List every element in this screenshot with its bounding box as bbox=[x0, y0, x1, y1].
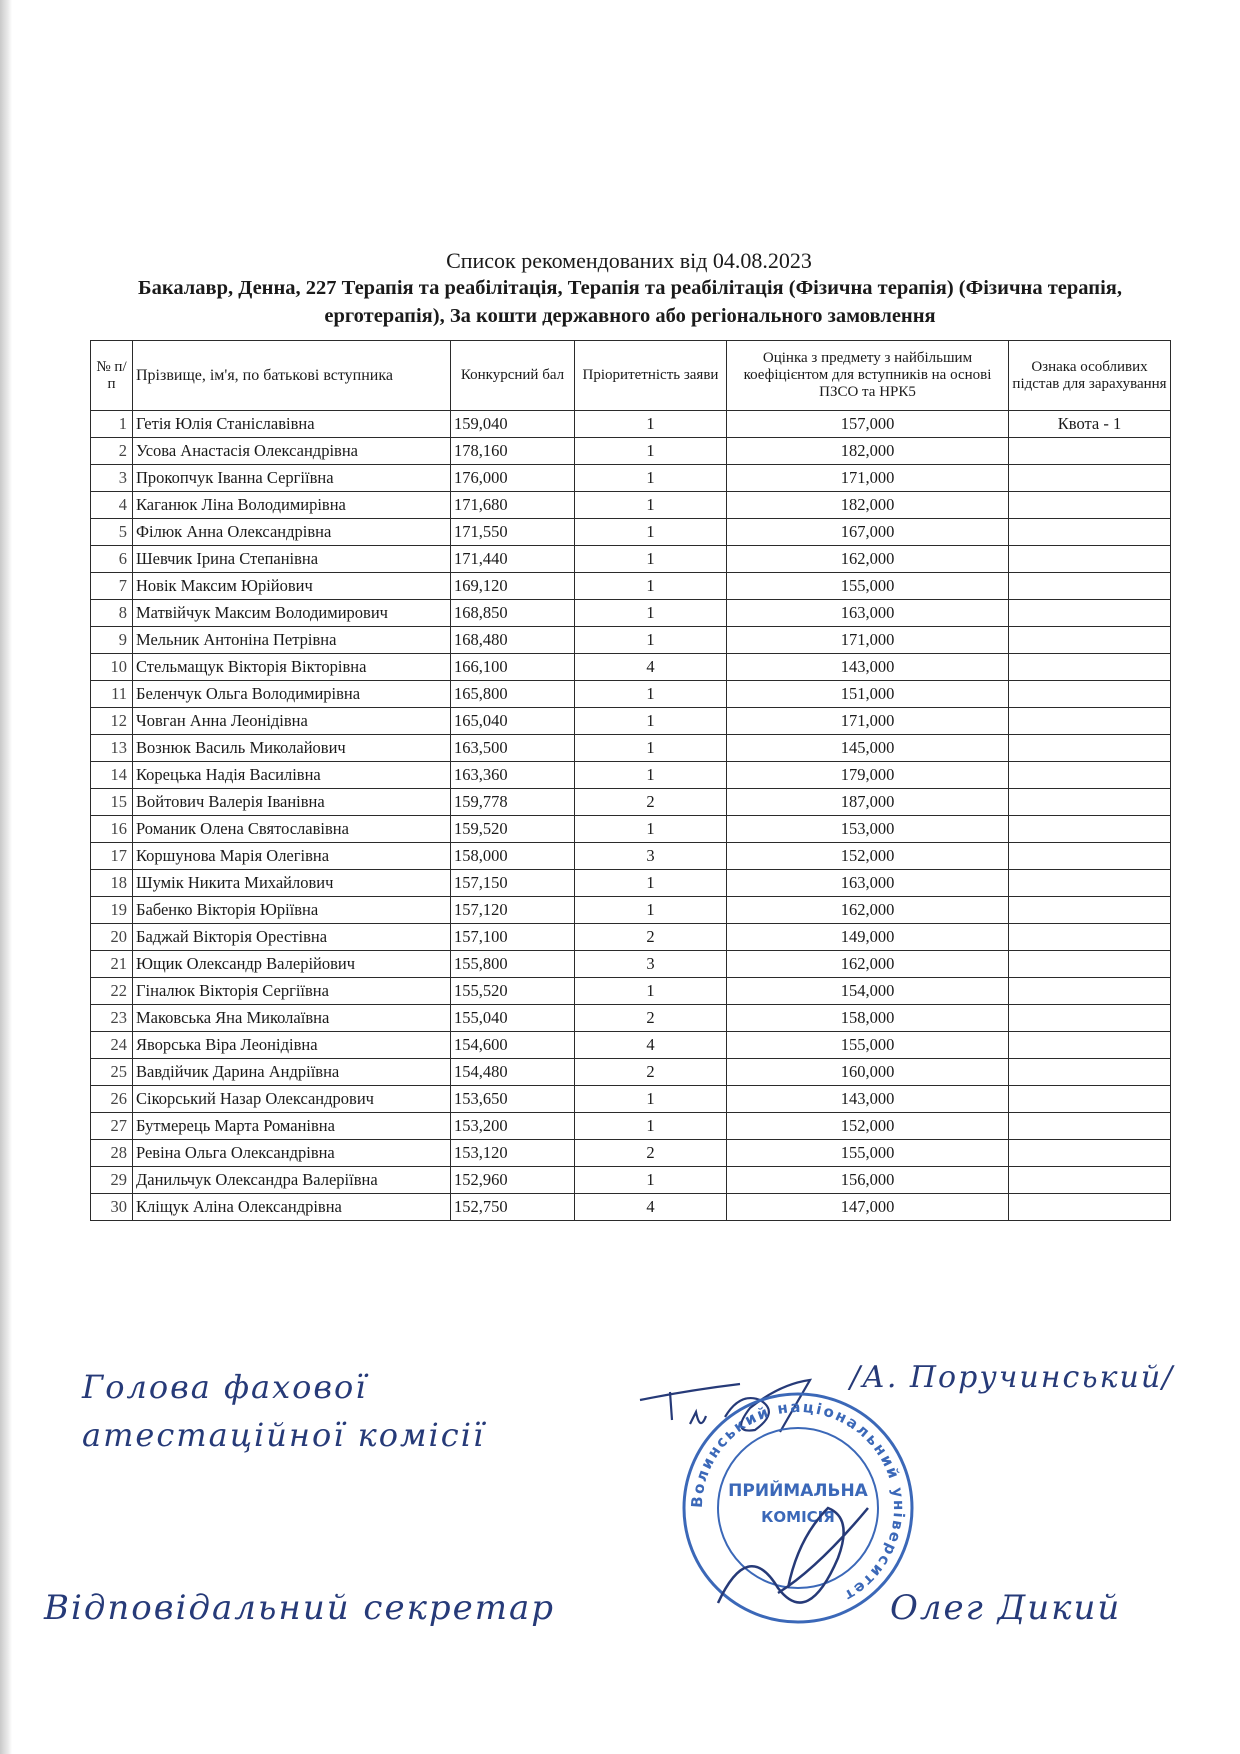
competitive-score: 154,600 bbox=[451, 1032, 575, 1059]
application-priority: 1 bbox=[575, 1086, 727, 1113]
applicant-name: Шевчик Ірина Степанівна bbox=[133, 546, 451, 573]
special-grounds bbox=[1009, 546, 1171, 573]
application-priority: 1 bbox=[575, 897, 727, 924]
table-row bbox=[91, 789, 1171, 816]
table-row bbox=[91, 438, 1171, 465]
special-grounds bbox=[1009, 951, 1171, 978]
special-grounds bbox=[1009, 627, 1171, 654]
row-number: 17 bbox=[91, 843, 133, 870]
row-number: 30 bbox=[91, 1194, 133, 1221]
applicant-name: Вознюк Василь Миколайович bbox=[133, 735, 451, 762]
competitive-score: 169,120 bbox=[451, 573, 575, 600]
table-row bbox=[91, 1086, 1171, 1113]
competitive-score: 158,000 bbox=[451, 843, 575, 870]
row-number: 27 bbox=[91, 1113, 133, 1140]
table-row bbox=[91, 519, 1171, 546]
secretary-signature-title: Відповідальний секретар bbox=[44, 1588, 556, 1628]
special-grounds bbox=[1009, 708, 1171, 735]
competitive-score: 155,040 bbox=[451, 1005, 575, 1032]
application-priority: 1 bbox=[575, 762, 727, 789]
applicant-name: Стельмащук Вікторія Вікторівна bbox=[133, 654, 451, 681]
header-special: Ознака особливих підстав для зарахування bbox=[1009, 341, 1171, 411]
subject-score: 182,000 bbox=[727, 492, 1009, 519]
competitive-score: 157,150 bbox=[451, 870, 575, 897]
special-grounds bbox=[1009, 1167, 1171, 1194]
row-number: 14 bbox=[91, 762, 133, 789]
svg-text:Волинський національний універ bbox=[688, 1398, 908, 1606]
subject-score: 162,000 bbox=[727, 546, 1009, 573]
table-row bbox=[91, 1167, 1171, 1194]
row-number: 2 bbox=[91, 438, 133, 465]
table-row bbox=[91, 1113, 1171, 1140]
subject-score: 155,000 bbox=[727, 573, 1009, 600]
subject-score: 149,000 bbox=[727, 924, 1009, 951]
application-priority: 1 bbox=[575, 816, 727, 843]
subject-score: 145,000 bbox=[727, 735, 1009, 762]
applicant-name: Каганюк Ліна Володимирівна bbox=[133, 492, 451, 519]
competitive-score: 176,000 bbox=[451, 465, 575, 492]
applicant-name: Новік Максим Юрійович bbox=[133, 573, 451, 600]
header-score: Конкурсний бал bbox=[451, 341, 575, 411]
special-grounds bbox=[1009, 1032, 1171, 1059]
special-grounds bbox=[1009, 1113, 1171, 1140]
secretary-signature-name: Олег Дикий bbox=[890, 1588, 1122, 1628]
application-priority: 1 bbox=[575, 1167, 727, 1194]
special-grounds bbox=[1009, 924, 1171, 951]
subject-score: 167,000 bbox=[727, 519, 1009, 546]
row-number: 26 bbox=[91, 1086, 133, 1113]
competitive-score: 163,500 bbox=[451, 735, 575, 762]
header-num: № п/п bbox=[91, 341, 133, 411]
application-priority: 4 bbox=[575, 654, 727, 681]
competitive-score: 165,800 bbox=[451, 681, 575, 708]
special-grounds bbox=[1009, 681, 1171, 708]
stamp-ring-text: Волинський національний університет bbox=[687, 1397, 909, 1606]
table-row bbox=[91, 951, 1171, 978]
applicant-name: Ющик Олександр Валерійович bbox=[133, 951, 451, 978]
row-number: 10 bbox=[91, 654, 133, 681]
row-number: 28 bbox=[91, 1140, 133, 1167]
applicant-name: Корецька Надія Василівна bbox=[133, 762, 451, 789]
subject-score: 155,000 bbox=[727, 1032, 1009, 1059]
stamp-center-line2: КОМІСІЯ bbox=[761, 1508, 835, 1526]
competitive-score: 159,040 bbox=[451, 411, 575, 438]
special-grounds bbox=[1009, 573, 1171, 600]
admission-committee-stamp bbox=[678, 1388, 918, 1628]
application-priority: 1 bbox=[575, 708, 727, 735]
applicant-name: Коршунова Марія Олегівна bbox=[133, 843, 451, 870]
applicant-name: Прокопчук Іванна Сергіївна bbox=[133, 465, 451, 492]
table-row bbox=[91, 573, 1171, 600]
applicant-name: Бабенко Вікторія Юріївна bbox=[133, 897, 451, 924]
application-priority: 2 bbox=[575, 1005, 727, 1032]
row-number: 8 bbox=[91, 600, 133, 627]
application-priority: 1 bbox=[575, 1113, 727, 1140]
table-row bbox=[91, 492, 1171, 519]
stamp-center-line1: ПРИЙМАЛЬНА bbox=[728, 1481, 868, 1501]
application-priority: 1 bbox=[575, 546, 727, 573]
row-number: 15 bbox=[91, 789, 133, 816]
header-priority: Пріоритетність заяви bbox=[575, 341, 727, 411]
subject-score: 163,000 bbox=[727, 600, 1009, 627]
application-priority: 1 bbox=[575, 411, 727, 438]
subject-score: 171,000 bbox=[727, 708, 1009, 735]
competitive-score: 154,480 bbox=[451, 1059, 575, 1086]
table-row bbox=[91, 870, 1171, 897]
subject-score: 162,000 bbox=[727, 951, 1009, 978]
subject-score: 160,000 bbox=[727, 1059, 1009, 1086]
special-grounds bbox=[1009, 843, 1171, 870]
special-grounds bbox=[1009, 1005, 1171, 1032]
row-number: 18 bbox=[91, 870, 133, 897]
table-row bbox=[91, 546, 1171, 573]
subject-score: 182,000 bbox=[727, 438, 1009, 465]
header-subject: Оцінка з предмету з найбільшим коефіцієнтом для вступників на основі ПЗСО та НРК5 bbox=[727, 341, 1009, 411]
competitive-score: 152,960 bbox=[451, 1167, 575, 1194]
applicant-name: Маковська Яна Миколаївна bbox=[133, 1005, 451, 1032]
application-priority: 1 bbox=[575, 870, 727, 897]
applicant-name: Мельник Антоніна Петрівна bbox=[133, 627, 451, 654]
applicant-name: Філюк Анна Олександрівна bbox=[133, 519, 451, 546]
row-number: 7 bbox=[91, 573, 133, 600]
application-priority: 1 bbox=[575, 438, 727, 465]
subject-score: 171,000 bbox=[727, 465, 1009, 492]
subject-score: 179,000 bbox=[727, 762, 1009, 789]
row-number: 5 bbox=[91, 519, 133, 546]
table-header-row bbox=[91, 341, 1171, 411]
applicant-name: Беленчук Ольга Володимирівна bbox=[133, 681, 451, 708]
applicant-name: Шумік Никита Михайлович bbox=[133, 870, 451, 897]
competitive-score: 168,850 bbox=[451, 600, 575, 627]
table-row bbox=[91, 843, 1171, 870]
subject-score: 157,000 bbox=[727, 411, 1009, 438]
subject-score: 152,000 bbox=[727, 843, 1009, 870]
header-name: Прізвище, ім'я, по батькові вступника bbox=[133, 341, 451, 411]
application-priority: 1 bbox=[575, 465, 727, 492]
applicant-name: Сікорський Назар Олександрович bbox=[133, 1086, 451, 1113]
special-grounds: Квота - 1 bbox=[1009, 411, 1171, 438]
competitive-score: 159,778 bbox=[451, 789, 575, 816]
special-grounds bbox=[1009, 438, 1171, 465]
table-row bbox=[91, 681, 1171, 708]
applicant-name: Войтович Валерія Іванівна bbox=[133, 789, 451, 816]
row-number: 23 bbox=[91, 1005, 133, 1032]
application-priority: 1 bbox=[575, 492, 727, 519]
applicant-name: Гіналюк Вікторія Сергіївна bbox=[133, 978, 451, 1005]
competitive-score: 155,800 bbox=[451, 951, 575, 978]
application-priority: 1 bbox=[575, 735, 727, 762]
row-number: 19 bbox=[91, 897, 133, 924]
special-grounds bbox=[1009, 816, 1171, 843]
application-priority: 1 bbox=[575, 627, 727, 654]
subject-score: 143,000 bbox=[727, 1086, 1009, 1113]
competitive-score: 152,750 bbox=[451, 1194, 575, 1221]
applicant-name: Ревіна Ольга Олександрівна bbox=[133, 1140, 451, 1167]
special-grounds bbox=[1009, 519, 1171, 546]
special-grounds bbox=[1009, 1059, 1171, 1086]
subject-score: 162,000 bbox=[727, 897, 1009, 924]
application-priority: 2 bbox=[575, 789, 727, 816]
table-row bbox=[91, 924, 1171, 951]
applicant-name: Гетія Юлія Станіславівна bbox=[133, 411, 451, 438]
table-row bbox=[91, 978, 1171, 1005]
applicant-name: Данильчук Олександра Валеріївна bbox=[133, 1167, 451, 1194]
subject-score: 187,000 bbox=[727, 789, 1009, 816]
competitive-score: 163,360 bbox=[451, 762, 575, 789]
application-priority: 4 bbox=[575, 1032, 727, 1059]
special-grounds bbox=[1009, 600, 1171, 627]
subject-score: 163,000 bbox=[727, 870, 1009, 897]
table-row bbox=[91, 600, 1171, 627]
subject-score: 156,000 bbox=[727, 1167, 1009, 1194]
subject-score: 152,000 bbox=[727, 1113, 1009, 1140]
application-priority: 2 bbox=[575, 1140, 727, 1167]
competitive-score: 157,100 bbox=[451, 924, 575, 951]
application-priority: 1 bbox=[575, 978, 727, 1005]
row-number: 20 bbox=[91, 924, 133, 951]
row-number: 11 bbox=[91, 681, 133, 708]
row-number: 1 bbox=[91, 411, 133, 438]
competitive-score: 171,680 bbox=[451, 492, 575, 519]
table-row bbox=[91, 897, 1171, 924]
applicant-name: Баджай Вікторія Орестівна bbox=[133, 924, 451, 951]
special-grounds bbox=[1009, 492, 1171, 519]
subject-score: 158,000 bbox=[727, 1005, 1009, 1032]
table-row bbox=[91, 762, 1171, 789]
application-priority: 1 bbox=[575, 600, 727, 627]
application-priority: 2 bbox=[575, 924, 727, 951]
row-number: 24 bbox=[91, 1032, 133, 1059]
special-grounds bbox=[1009, 870, 1171, 897]
special-grounds bbox=[1009, 897, 1171, 924]
application-priority: 2 bbox=[575, 1059, 727, 1086]
scan-edge bbox=[0, 0, 12, 1754]
application-priority: 1 bbox=[575, 681, 727, 708]
competitive-score: 155,520 bbox=[451, 978, 575, 1005]
special-grounds bbox=[1009, 1140, 1171, 1167]
table-row bbox=[91, 1194, 1171, 1221]
application-priority: 3 bbox=[575, 843, 727, 870]
special-grounds bbox=[1009, 978, 1171, 1005]
subject-score: 154,000 bbox=[727, 978, 1009, 1005]
competitive-score: 159,520 bbox=[451, 816, 575, 843]
applicant-name: Романик Олена Святославівна bbox=[133, 816, 451, 843]
applicant-name: Вавдійчик Дарина Андріївна bbox=[133, 1059, 451, 1086]
head-signature-title-line2: атестаційної комісії bbox=[82, 1416, 486, 1454]
subject-score: 171,000 bbox=[727, 627, 1009, 654]
competitive-score: 153,650 bbox=[451, 1086, 575, 1113]
table-row bbox=[91, 465, 1171, 492]
head-signature-title-line1: Голова фахової bbox=[82, 1368, 368, 1406]
special-grounds bbox=[1009, 789, 1171, 816]
row-number: 29 bbox=[91, 1167, 133, 1194]
applicant-name: Човган Анна Леонідівна bbox=[133, 708, 451, 735]
row-number: 25 bbox=[91, 1059, 133, 1086]
competitive-score: 166,100 bbox=[451, 654, 575, 681]
competitive-score: 165,040 bbox=[451, 708, 575, 735]
table-row bbox=[91, 1140, 1171, 1167]
table-row bbox=[91, 1032, 1171, 1059]
row-number: 12 bbox=[91, 708, 133, 735]
application-priority: 3 bbox=[575, 951, 727, 978]
document-subtitle: Бакалавр, Денна, 227 Терапія та реабілітація, Терапія та реабілітація (Фізична терапія) (Фізична терапія, ерготерапія), За кошти державного або регіонального замовлення bbox=[138, 277, 1122, 327]
special-grounds bbox=[1009, 654, 1171, 681]
table-row bbox=[91, 708, 1171, 735]
row-number: 13 bbox=[91, 735, 133, 762]
table-row bbox=[91, 1005, 1171, 1032]
document-title: Список рекомендованих від 04.08.2023 bbox=[446, 248, 812, 273]
special-grounds bbox=[1009, 735, 1171, 762]
row-number: 21 bbox=[91, 951, 133, 978]
row-number: 16 bbox=[91, 816, 133, 843]
competitive-score: 171,440 bbox=[451, 546, 575, 573]
table-row bbox=[91, 627, 1171, 654]
table-row bbox=[91, 411, 1171, 438]
competitive-score: 171,550 bbox=[451, 519, 575, 546]
subject-score: 153,000 bbox=[727, 816, 1009, 843]
competitive-score: 153,200 bbox=[451, 1113, 575, 1140]
competitive-score: 153,120 bbox=[451, 1140, 575, 1167]
competitive-score: 168,480 bbox=[451, 627, 575, 654]
table-row bbox=[91, 816, 1171, 843]
applicant-name: Матвійчук Максим Володимирович bbox=[133, 600, 451, 627]
subject-score: 151,000 bbox=[727, 681, 1009, 708]
table-row bbox=[91, 735, 1171, 762]
competitive-score: 178,160 bbox=[451, 438, 575, 465]
special-grounds bbox=[1009, 465, 1171, 492]
applicant-name: Бутмерець Марта Романівна bbox=[133, 1113, 451, 1140]
applicants-table bbox=[90, 340, 1171, 1221]
application-priority: 1 bbox=[575, 519, 727, 546]
row-number: 22 bbox=[91, 978, 133, 1005]
subject-score: 147,000 bbox=[727, 1194, 1009, 1221]
row-number: 3 bbox=[91, 465, 133, 492]
row-number: 9 bbox=[91, 627, 133, 654]
row-number: 4 bbox=[91, 492, 133, 519]
special-grounds bbox=[1009, 1086, 1171, 1113]
competitive-score: 157,120 bbox=[451, 897, 575, 924]
row-number: 6 bbox=[91, 546, 133, 573]
applicant-name: Усова Анастасія Олександрівна bbox=[133, 438, 451, 465]
table-row bbox=[91, 1059, 1171, 1086]
table-row bbox=[91, 654, 1171, 681]
special-grounds bbox=[1009, 762, 1171, 789]
application-priority: 1 bbox=[575, 573, 727, 600]
head-signature-name: /А. Поручинський/ bbox=[850, 1360, 1175, 1395]
subject-score: 143,000 bbox=[727, 654, 1009, 681]
applicant-name: Яворська Віра Леонідівна bbox=[133, 1032, 451, 1059]
special-grounds bbox=[1009, 1194, 1171, 1221]
applicant-name: Кліщук Аліна Олександрівна bbox=[133, 1194, 451, 1221]
subject-score: 155,000 bbox=[727, 1140, 1009, 1167]
application-priority: 4 bbox=[575, 1194, 727, 1221]
